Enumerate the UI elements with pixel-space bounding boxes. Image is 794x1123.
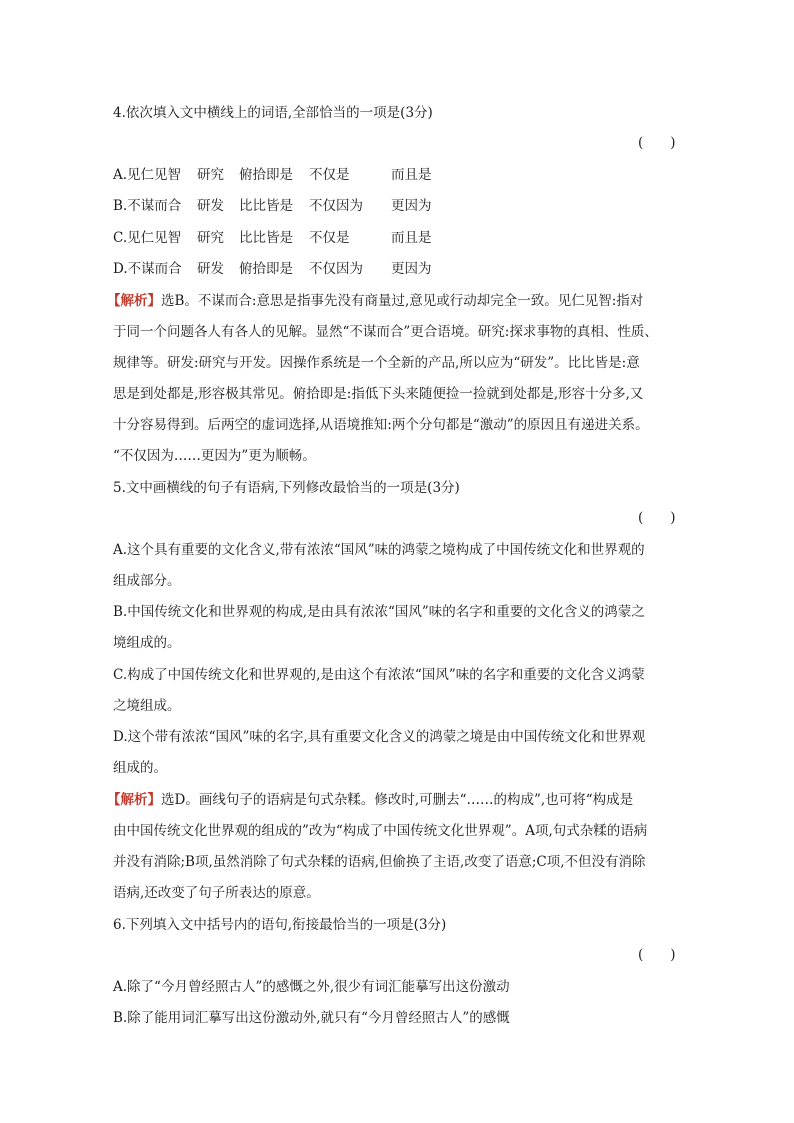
question-4-answer-blank: ( ) (638, 135, 676, 151)
analysis-tag: 【解析】 (107, 792, 161, 808)
question-5-option-b: B.中国传统文化和世界观的构成,是由具有浓浓“国风”味的名字和重要的文化含义的鸿蒙之 (113, 604, 645, 620)
question-4-stem: 4.依次填入文中横线上的词语,全部恰当的一项是(3分) (113, 105, 433, 121)
question-4-analysis-line: 【解析】选B。不谋而合:意思是指事先没有商量过,意见或行动却完全一致。见仁见智:指对 (107, 293, 644, 309)
question-5-stem: 5.文中画横线的句子有语病,下列修改最恰当的一项是(3分) (113, 480, 460, 496)
question-5-option-a-cont: 组成部分。 (113, 573, 181, 589)
question-6-answer-blank: ( ) (638, 947, 676, 963)
question-6-option-b: B.除了能用词汇摹写出这份激动外,就只有“今月曾经照古人”的感慨 (113, 1010, 510, 1026)
question-5-option-b-cont: 境组成的。 (113, 635, 181, 651)
question-5-option-a: A.这个具有重要的文化含义,带有浓浓“国风”味的鸿蒙之境构成了中国传统文化和世界观的 (113, 542, 645, 558)
question-4-analysis-line: 规律等。研发:研究与开发。因操作系统是一个全新的产品,所以应为“研发”。比比皆是:意 (113, 355, 640, 371)
question-4-analysis-line: 十分容易得到。后两空的虚词选择,从语境推知:两个分句都是“激动”的原因且有递进关系。 (113, 417, 649, 433)
question-4-option-b: B.不谋而合 研发 比比皆是 不仅因为 更因为 (113, 198, 432, 214)
question-5-option-d-cont: 组成的。 (113, 760, 167, 776)
question-6-option-a: A.除了“今月曾经照古人”的感慨之外,很少有词汇能摹写出这份激动 (113, 979, 510, 995)
question-5-analysis-line: 【解析】选D。画线句子的语病是句式杂糅。修改时,可删去“……的构成”,也可将“构成是 (107, 792, 634, 808)
question-6-stem: 6.下列填入文中括号内的语句,衔接最恰当的一项是(3分) (113, 917, 447, 933)
question-5-analysis-line: 并没有消除;B项,虽然消除了句式杂糅的语病,但偷换了主语,改变了语意;C项,不但没有消除 (113, 854, 646, 870)
question-5-option-c-cont: 之境组成。 (113, 698, 181, 714)
question-4-option-a: A.见仁见智 研究 俯拾即是 不仅是 而且是 (113, 167, 432, 183)
question-5-option-c: C.构成了中国传统文化和世界观的,是由这个有浓浓“国风”味的名字和重要的文化含义鸿蒙 (113, 667, 645, 683)
question-4-option-c: C.见仁见智 研究 比比皆是 不仅是 而且是 (113, 230, 432, 246)
question-4-analysis-line: 思是到处都是,形容极其常见。俯拾即是:指低下头来随便捡一捡就到处都是,形容十分多,又 (113, 386, 644, 402)
question-5-option-d: D.这个带有浓浓“国风”味的名字,具有重要文化含义的鸿蒙之境是由中国传统文化和世界观 (113, 729, 646, 745)
question-5-analysis-line: 语病,还改变了句子所表达的原意。 (113, 885, 320, 901)
question-4-option-d: D.不谋而合 研发 俯拾即是 不仅因为 更因为 (113, 261, 432, 277)
question-5-answer-blank: ( ) (638, 510, 676, 526)
question-4-analysis-line: 于同一个问题各人有各人的见解。显然“不谋而合”更合语境。研究:探求事物的真相、性质、 (113, 324, 658, 340)
question-4-analysis-line: “不仅因为……更因为”更为顺畅。 (113, 448, 316, 464)
question-5-analysis-line: 由中国传统文化世界观的组成的”改为“构成了中国传统文化世界观”。A项,句式杂糅的语病 (113, 823, 648, 839)
analysis-tag: 【解析】 (107, 293, 161, 309)
